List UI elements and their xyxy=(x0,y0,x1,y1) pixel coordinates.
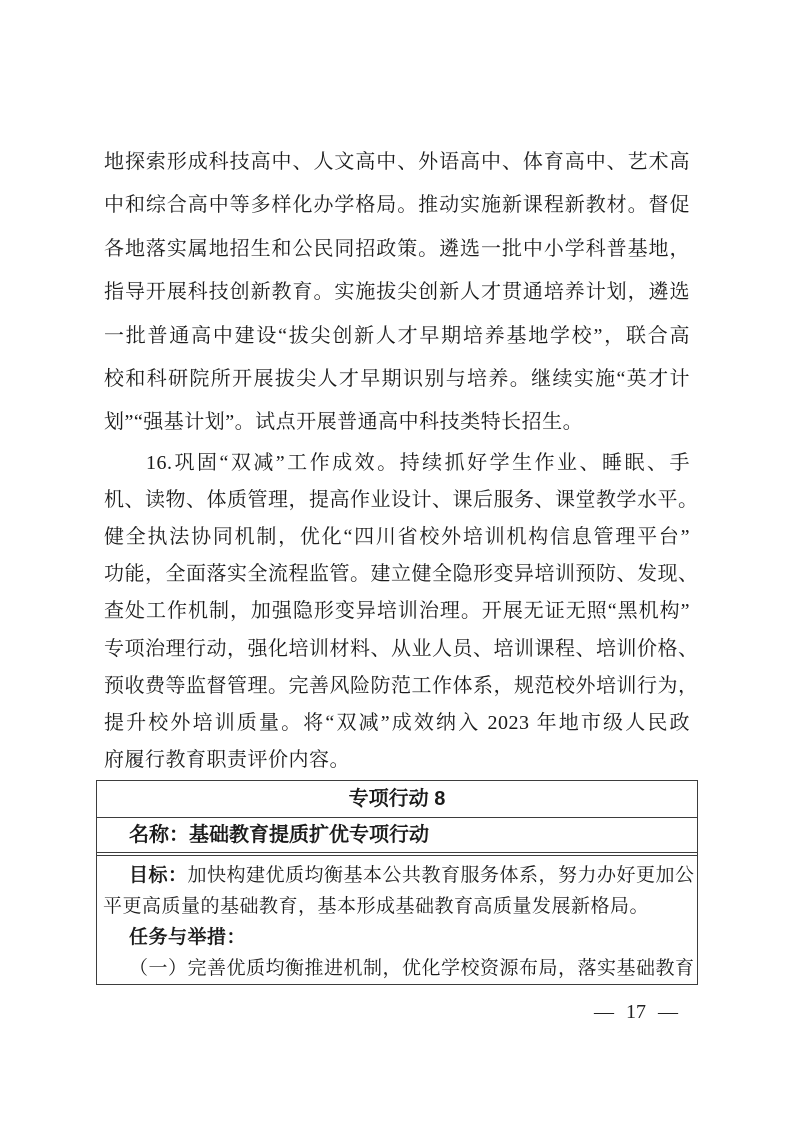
goal-label: 目标： xyxy=(129,865,188,886)
paragraph-line: 功能，全面落实全流程监管。建立健全隐形变异培训预防、发现、 xyxy=(104,563,699,586)
paragraph-line: 划”“强基计划”。试点开展普通高中科技类特长招生。 xyxy=(104,411,584,434)
name-label: 名称： xyxy=(129,824,189,846)
paragraph-line: 各地落实属地招生和公民同招政策。遴选一批中小学科普基地， xyxy=(104,237,690,260)
page-number: — 17 — xyxy=(594,1001,678,1023)
name-value: 基础教育提质扩优专项行动 xyxy=(189,824,429,846)
goal-text: 加快构建优质均衡基本公共教育服务体系，努力办好更加公 xyxy=(187,865,695,886)
paragraph-line: 府履行教育职责评价内容。 xyxy=(104,749,350,772)
table-header-title: 专项行动 8 xyxy=(97,781,697,818)
paragraph-line: 中和综合高中等多样化办学格局。推动实施新课程新教材。督促 xyxy=(104,194,690,217)
paragraph-line: 提升校外培训质量。将“双减”成效纳入 2023 年地市级人民政 xyxy=(104,712,690,735)
special-action-table xyxy=(96,780,698,985)
paragraph-line: 机、读物、体质管理，提高作业设计、课后服务、课堂教学水平。 xyxy=(104,488,699,511)
task-item-line: （一）完善优质均衡推进机制，优化学校资源布局，落实基础教育 xyxy=(129,958,695,979)
body-text xyxy=(104,141,699,779)
paragraph-line: 预收费等监督管理。完善风险防范工作体系，规范校外培训行为， xyxy=(104,674,699,697)
goal-line xyxy=(103,860,695,891)
tasks-label: 任务与举措： xyxy=(129,927,247,948)
table-name-row xyxy=(97,818,697,852)
paragraph-line: 专项治理行动，强化培训材料、从业人员、培训课程、培训价格、 xyxy=(104,637,699,660)
paragraph-line: 健全执法协同机制，优化“四川省校外培训机构信息管理平台” xyxy=(104,526,690,549)
table-content-cell xyxy=(97,856,697,984)
paragraph-line: 一批普通高中建设“拔尖创新人才早期培养基地学校”，联合高 xyxy=(104,324,690,347)
paragraph-line: 查处工作机制，加强隐形变异培训治理。开展无证无照“黑机构” xyxy=(104,600,690,623)
paragraph-line: 地探索形成科技高中、人文高中、外语高中、体育高中、艺术高 xyxy=(104,151,690,173)
goal-line: 平更高质量的基础教育，基本形成基础教育高质量发展新格局。 xyxy=(103,896,650,917)
paragraph-line: 指导开展科技创新教育。实施拔尖创新人才贯通培养计划，遴选 xyxy=(104,281,690,304)
paragraph-line: 16.巩固“双减”工作成效。持续抓好学生作业、睡眠、手 xyxy=(146,451,690,474)
paragraph-line: 校和科研院所开展拔尖人才早期识别与培养。继续实施“英才计 xyxy=(104,367,690,390)
